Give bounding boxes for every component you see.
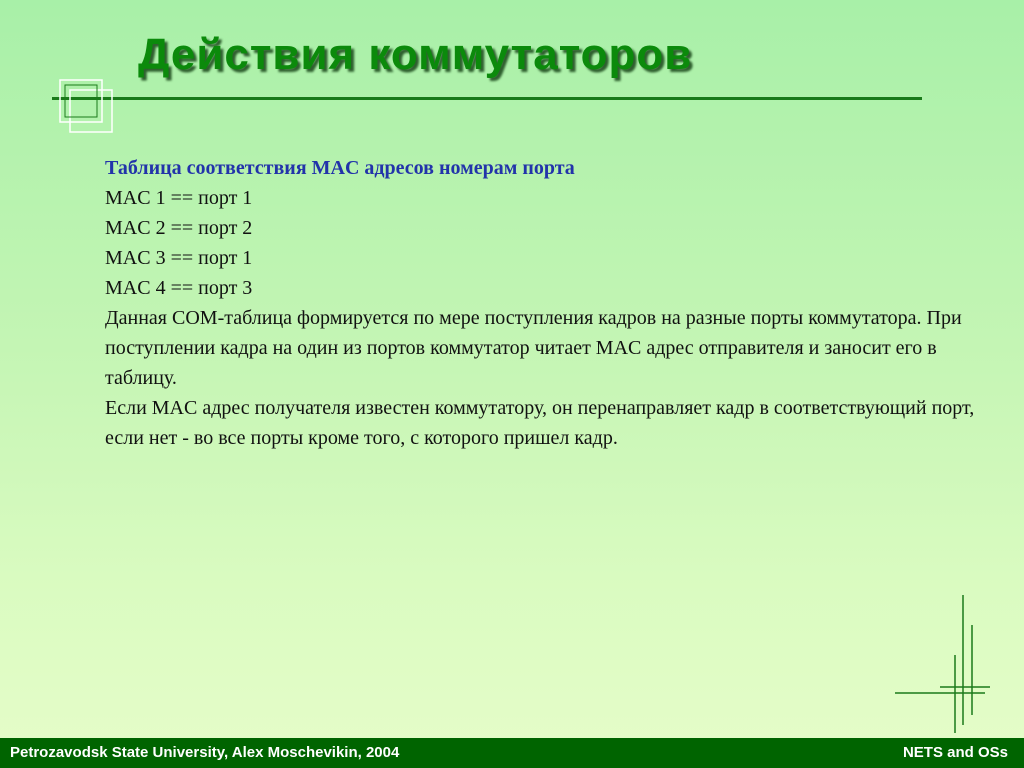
table-heading: Таблица соответствия MAC адресов номерам порта: [105, 157, 575, 179]
title-underline: [52, 97, 922, 100]
slide-body: [105, 153, 975, 453]
footer-bar: [0, 738, 1024, 768]
crosshair-lines-decoration: [890, 595, 1000, 735]
paragraph-table-formation: Данная COM-таблица формируется по мере поступления кадров на разные порты коммутатора. При поступлении кадра на один из портов коммутатор читает MAC адрес отправителя и заносит его в таблицу.: [105, 307, 962, 389]
footer-course: NETS and OSs: [902, 744, 1008, 761]
paragraph-forwarding: Если MAC адрес получателя известен коммутатору, он перенаправляет кадр в соответствующий порт, если нет - во все порты кроме того, с которого пришел кадр.: [105, 397, 975, 449]
mapping-line-4: MAC 4 == порт 3: [105, 277, 253, 299]
overlapping-squares-icon: [52, 76, 122, 136]
mapping-line-3: MAC 3 == порт 1: [105, 247, 253, 269]
mapping-line-2: MAC 2 == порт 2: [105, 217, 253, 239]
slide-title: Действия коммутаторов: [138, 30, 693, 79]
footer-author: Petrozavodsk State University, Alex Moschevikin, 2004: [10, 744, 400, 761]
mapping-line-1: MAC 1 == порт 1: [105, 187, 253, 209]
